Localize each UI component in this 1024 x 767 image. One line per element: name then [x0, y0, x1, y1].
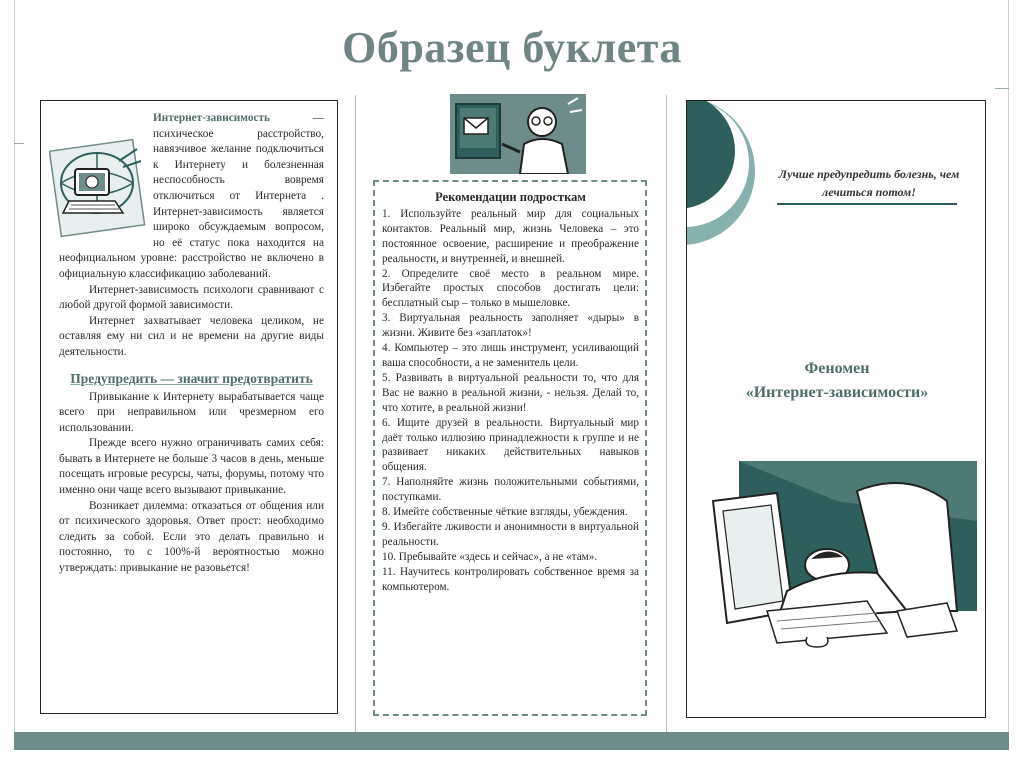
recommendation-item: 5. Развивать в виртуальной реальности то, что для Вас не важно в реальной жизни, - нельзя. Делай то, что хотите, в реальной жизни!	[382, 371, 639, 414]
motto: Лучше предупредить болезнь, чем лечиться потом!	[778, 167, 960, 199]
booklet-topic	[687, 357, 986, 405]
paragraph-psychologists: Интернет-зависимость психологи сравнивают с любой другой формой зависимости.	[59, 283, 324, 312]
paragraph-dilemma: Возникает дилемма: отказаться от общения или от психического здоровья. Ответ прост: необходимо следить за собой. Если это делать правильно и постоянно, то с 100%-й вероятностью можно утверждать: привыкание не разовьется!	[59, 499, 324, 575]
computer-globe-icon	[49, 131, 147, 239]
recommendation-item: 1. Используйте реальный мир для социальных контактов. Реальный мир, жизнь Человека – это постоянное освоение, расширение и преображение реальности, и внутренней, и внешней.	[382, 207, 639, 265]
recommendation-item: 9. Избегайте лживости и анонимности в виртуальной реальности.	[382, 520, 639, 548]
man-asleep-at-computer-illustration	[707, 461, 977, 651]
recommendation-item: 8. Имейте собственные чёткие взгляды, убеждения.	[382, 506, 628, 519]
bottom-bar	[14, 732, 1009, 750]
slide-border-right	[1008, 0, 1009, 740]
recommendations-title: Рекомендации подросткам	[435, 190, 586, 204]
slide-title: Образец буклета	[342, 23, 682, 72]
paragraph-habit: Привыкание к Интернету вырабатывается чаще всего при неправильном или чрезмерном его использовании.	[59, 390, 324, 434]
decorative-circles	[687, 101, 986, 301]
right-panel	[686, 100, 986, 718]
paragraph-captures: Интернет захватывает человека целиком, не оставляя ему ни сил и не времени на другие виды деятельности.	[59, 314, 324, 358]
motto-rule	[777, 203, 957, 205]
left-panel	[40, 100, 338, 714]
topic-line-2: «Интернет-зависимости»	[745, 384, 929, 401]
panel-separator-2	[666, 95, 667, 732]
middle-panel	[373, 180, 647, 716]
recommendation-item: 10. Пребывайте «здесь и сейчас», а не «там».	[382, 550, 598, 563]
intro-term: Интернет-зависимость	[153, 112, 271, 124]
recommendation-item: 11. Научитесь контролировать собственное время за компьютером.	[382, 565, 639, 593]
top-rule	[14, 143, 24, 144]
slide-border-left	[14, 0, 15, 740]
intro-text: — психическое расстройство, навязчивое желание подключиться к Интернету и болезненная неспособность вовремя отключиться от Интернета . Интернет-зависимость является широко обсуждаемым вопросом, но её статус пока находится на неофициальном уровне: расстройство не включено в официальную классификацию заболеваний.	[59, 112, 324, 280]
prevention-heading: Предупредить — значит предотвратить	[70, 370, 313, 386]
man-with-email-icon	[450, 94, 586, 174]
topic-line-1: Феномен	[804, 360, 870, 377]
recommendation-item: 6. Ищите друзей в реальности. Виртуальный мир даёт только иллюзию принадлежности к группе и не развивает никаких действительных навыков общения.	[382, 416, 639, 474]
recommendation-item: 4. Компьютер – это лишь инструмент, усиливающий ваша способности, а не заменитель цели.	[382, 342, 639, 369]
recommendation-item: 3. Виртуальная реальность заполняет «дыры» в жизни. Живите без «заплаток»!	[382, 312, 639, 340]
paragraph-limits: Прежде всего нужно ограничивать самих себя: бывать в Интернете не больше 3 часов в день, меньше посещать игровые ресурсы, чаты, форумы, потому что именно они чаще всего вызывают привыкание.	[59, 437, 324, 497]
recommendation-item: 7. Наполняйте жизнь положительными событиями, поступками.	[382, 476, 639, 504]
intro-block	[59, 111, 324, 283]
recommendation-item: 2. Определите своё место в реальном мире. Избегайте простых способов достигать цели: бесплатный сыр – только в мышеловке.	[382, 267, 639, 310]
panel-separator-1	[355, 95, 356, 732]
top-rule-right	[995, 88, 1009, 89]
